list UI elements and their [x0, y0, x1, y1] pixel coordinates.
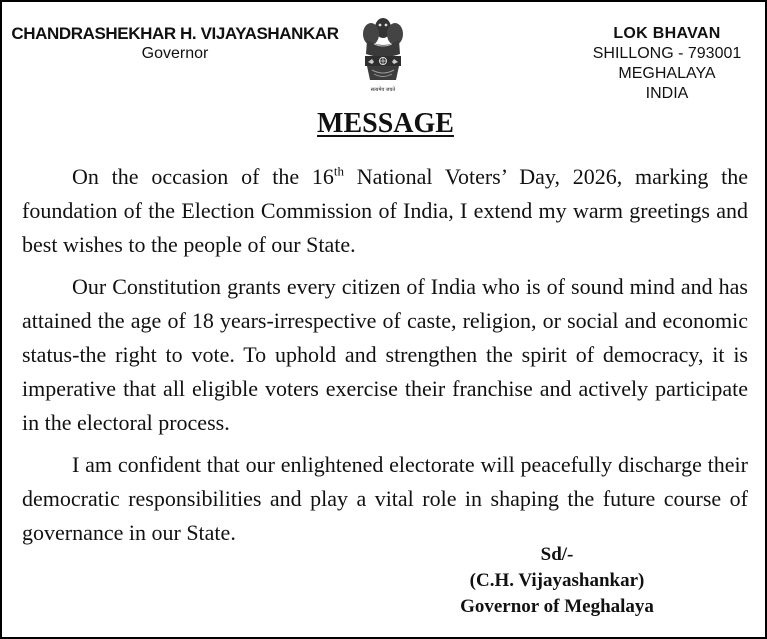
- message-body: [22, 160, 748, 558]
- sender-block: [10, 24, 340, 63]
- emblem-motto: सत्यमेव जयते: [370, 87, 396, 93]
- national-emblem-icon: [358, 14, 408, 96]
- address-line-2: SHILLONG - 793001: [592, 45, 742, 62]
- paragraph-3: I am confident that our enlightened electorate will peacefully discharge their democratic responsibilities and play a vital role in shaping the future course of governance in our State.: [22, 452, 748, 545]
- message-heading: MESSAGE: [317, 108, 454, 139]
- sender-designation: Governor: [141, 45, 209, 62]
- paragraph-2: Our Constitution grants every citizen of India who is of sound mind and has attained the age of 18 years-irrespective of caste, religion, or social and economic status-the right to vote. To uphold and strengthen the spirit of democracy, it is imperative that all eligible voters exercise their franchise and actively participate in the electoral process.: [22, 274, 748, 435]
- signature-block: [442, 542, 672, 620]
- address-line-3: MEGHALAYA: [618, 65, 716, 82]
- address-line-4: INDIA: [645, 85, 689, 102]
- address-block: [577, 24, 757, 104]
- signatory-title: Governor of Meghalaya: [460, 596, 654, 617]
- signatory-name: (C.H. Vijayashankar): [469, 570, 645, 591]
- paragraph-1-rest: National Voters’ Day, 2026, marking the foundation of the Election Commission of India, I extend my warm greetings and best wishes to the people of our State.: [22, 164, 748, 257]
- paragraph-1: [22, 160, 748, 262]
- address-line-1: LOK BHAVAN: [613, 25, 721, 42]
- ordinal-suffix: th: [333, 163, 344, 179]
- paragraph-1-start: On the occasion of the 16: [72, 164, 334, 189]
- sender-name: CHANDRASHEKHAR H. VIJAYASHANKAR: [11, 24, 339, 43]
- signature-sd: Sd/-: [540, 544, 574, 565]
